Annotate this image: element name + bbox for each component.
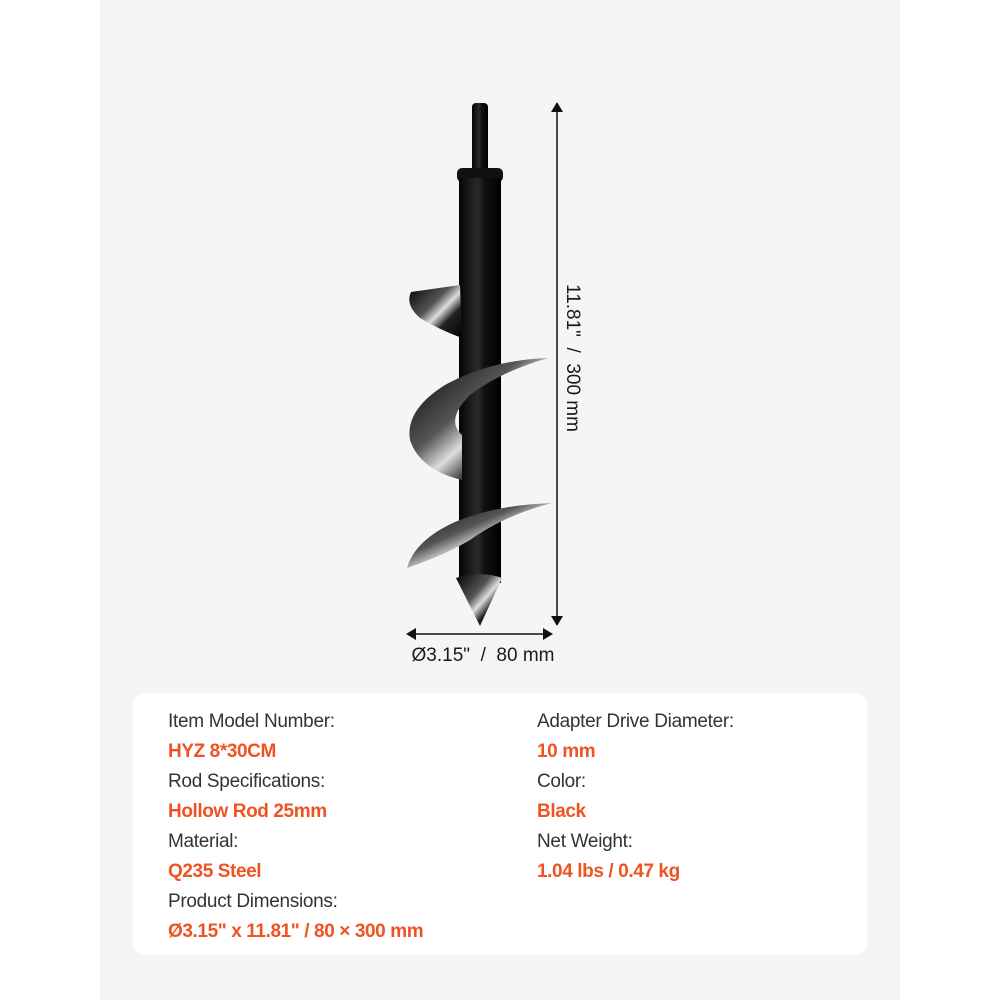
spec-label-model: Item Model Number: — [168, 711, 335, 732]
spec-label-rod: Rod Specifications: — [168, 771, 325, 792]
spec-label-color: Color: — [537, 771, 586, 792]
spec-label-weight: Net Weight: — [537, 831, 633, 852]
specs-left-column — [168, 707, 423, 947]
spec-value-color: Black — [537, 801, 586, 822]
specs-right-column — [537, 707, 734, 887]
spec-label-dimensions: Product Dimensions: — [168, 891, 338, 912]
specifications-card — [133, 693, 867, 955]
height-dimension-label: 11.81" / 300 mm — [562, 284, 583, 432]
spec-value-adapter: 10 mm — [537, 741, 596, 762]
flight-top — [409, 285, 462, 338]
adapter-shank — [472, 103, 488, 173]
spec-value-model: HYZ 8*30CM — [168, 741, 276, 762]
spec-value-dimensions: Ø3.15" x 11.81" / 80 × 300 mm — [168, 921, 424, 942]
spec-label-adapter: Adapter Drive Diameter: — [537, 711, 734, 732]
spec-label-material: Material: — [168, 831, 239, 852]
diameter-dimension-label: Ø3.15" / 80 mm — [411, 645, 555, 666]
spec-value-weight: 1.04 lbs / 0.47 kg — [537, 861, 680, 882]
cone-tip — [456, 574, 502, 626]
spec-value-material: Q235 Steel — [168, 861, 262, 882]
spec-value-rod: Hollow Rod 25mm — [168, 801, 327, 822]
